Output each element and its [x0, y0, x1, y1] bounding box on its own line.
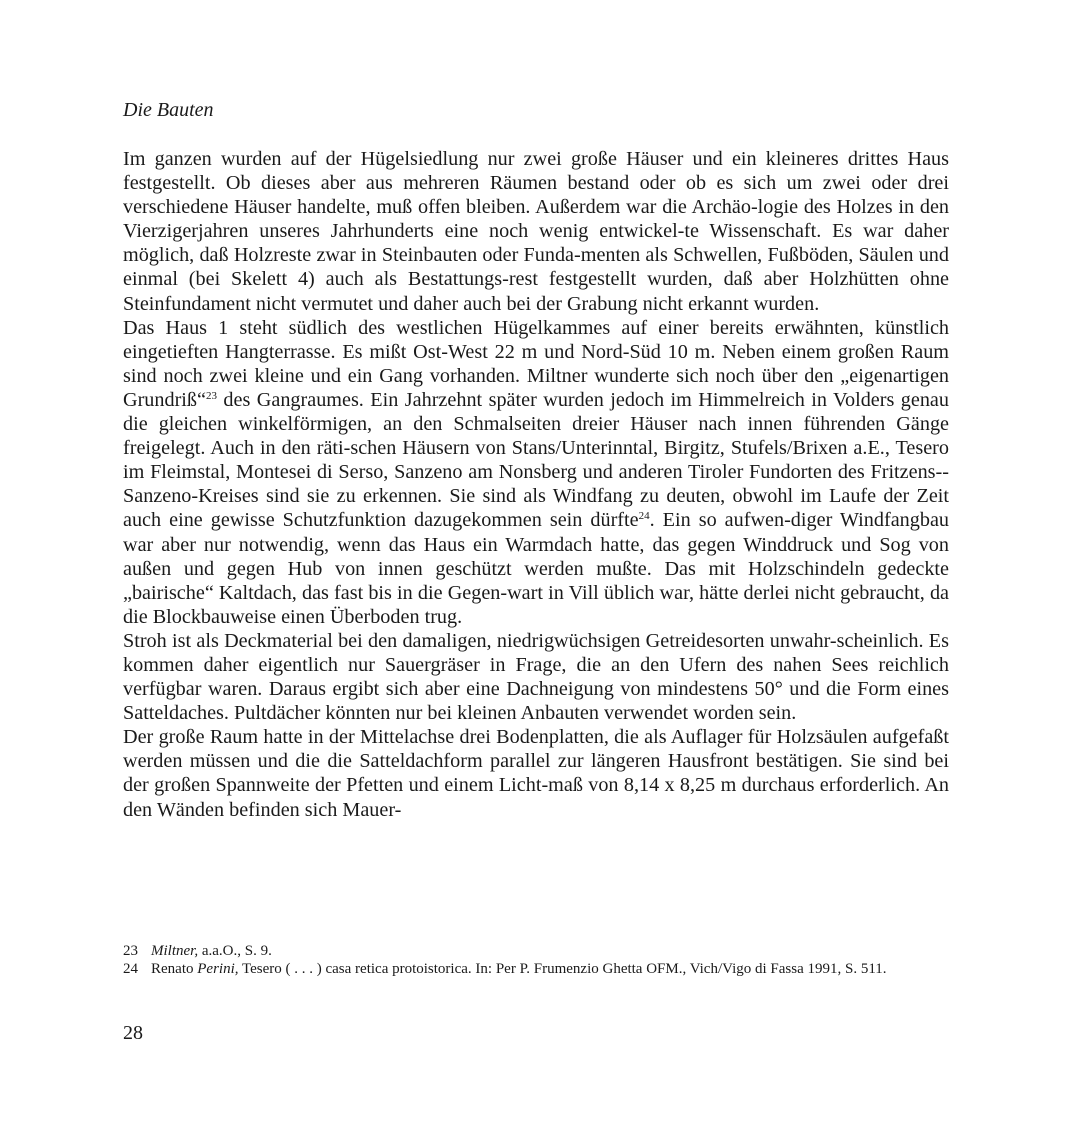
text-run: Stroh ist als Deckmaterial bei den damaligen, niedrigwüchsigen Getreidesorten unwahr-scheinlich. Es kommen daher eigentlich nur Sauergräser in Frage, die an den Ufern des nahen Sees reichlich verfügbar waren. Daraus ergibt sich aber eine Dachneigung von mindestens 50° und die Form eines Satteldaches. Pultdächer könnten nur bei kleinen Anbauten verwendet worden sein. [123, 629, 949, 725]
page-number: 28 [123, 1022, 143, 1044]
footnote-ref: 24 [638, 510, 650, 523]
footnotes [123, 943, 949, 978]
footnote [123, 961, 949, 979]
text-run: Im ganzen wurden auf der Hügelsiedlung nur zwei große Häuser und ein kleineres drittes Haus festgestellt. Ob dieses aber aus mehreren Räumen bestand oder ob es sich um zwei oder drei verschiedene Häuser handelte, muß offen bleiben. Außerdem war die Archäo-logie des Holzes in den Vierzigerjahren unseres Jahrhunderts eine noch wenig entwickel-te Wissenschaft. Es war daher möglich, daß Holzreste zwar in Steinbauten oder Funda-menten als Schwellen, Fußböden, Säulen und einmal (bei Skelett 4) auch als Bestattungs-rest festgestellt wurden, daß aber Holzhütten ohne Steinfundament nicht vermutet und daher auch bei der Grabung nicht erkannt wurden. [123, 148, 949, 315]
footnote-ref: 23 [205, 389, 217, 402]
paragraph [123, 316, 949, 629]
text-run: des Gangraumes. Ein Jahrzehnt später wurden jedoch im Himmelreich in Volders genau die gleichen winkelförmigen, an den Schmalseiten dreier Häuser nach innen führenden Gänge freigelegt. Auch in den räti-schen Häusern von Stans/Unterinntal, Birgitz, Stufels/Brixen a.E., Tesero im Fleimstal, Montesei di Serso, Sanzeno am Nonsberg und anderen Tiroler Fundorten des Fritzens-Sanzeno-Kreises sind sie zu erkennen. Sie sind als Windfang zu deuten, obwohl im Laufe der Zeit auch eine gewisse Schutzfunktion dazugekommen sein dürfte [123, 388, 949, 532]
italic-text: Perini, [197, 960, 239, 977]
footnote-text [151, 961, 949, 979]
text-run: Tesero ( . . . ) casa retica protoistorica. In: Per P. Frumenzio Ghetta OFM., Vich/Vigo di Fassa 1991, S. 511. [238, 960, 887, 977]
paragraph [123, 629, 949, 725]
text-run: Renato [151, 960, 198, 977]
body-text [123, 147, 949, 822]
text-run: Das Haus 1 steht südlich des westlichen Hügelkammes auf einer bereits erwähnten, künstlich eingetieften Hangterrasse. Es mißt Ost-West 22 m und Nord-Süd 10 m. Neben einem großen Raum sind noch zwei kleine und ein Gang vorhanden. Miltner wunderte sich noch über den „eigenartigen Grundriß“ [123, 316, 949, 411]
text-run: a.a.O., S. 9. [198, 943, 272, 959]
footnote [123, 943, 949, 961]
text-run: . Ein so aufwen-diger Windfangbau war aber nur notwendig, wenn das Haus ein Warmdach hatte, das gegen Winddruck und Sog von außen und gegen Hub von innen geschützt werden mußte. Das mit Holzschindeln gedeckte „bairische“ Kaltdach, das fast bis in die Gegen-wart in Vill üblich war, hätte derlei nicht gebraucht, da die Blockbauweise einen Überboden trug. [123, 509, 949, 628]
footnote-text [151, 943, 949, 961]
paragraph [123, 725, 949, 821]
text-run: Der große Raum hatte in der Mittelachse drei Bodenplatten, die als Auflager für Holzsäulen aufgefaßt werden müssen und die die Satteldachform parallel zur längeren Hausfront bestätigen. Sie sind bei der großen Spannweite der Pfetten und einem Licht-maß von 8,14 x 8,25 m durchaus erforderlich. An den Wänden befinden sich Mauer- [123, 726, 949, 821]
footnote-number: 23 [123, 943, 138, 959]
footnote-number: 24 [123, 960, 138, 977]
paragraph [123, 147, 949, 316]
italic-text: Miltner, [151, 943, 199, 959]
section-heading: Die Bauten [123, 99, 214, 121]
